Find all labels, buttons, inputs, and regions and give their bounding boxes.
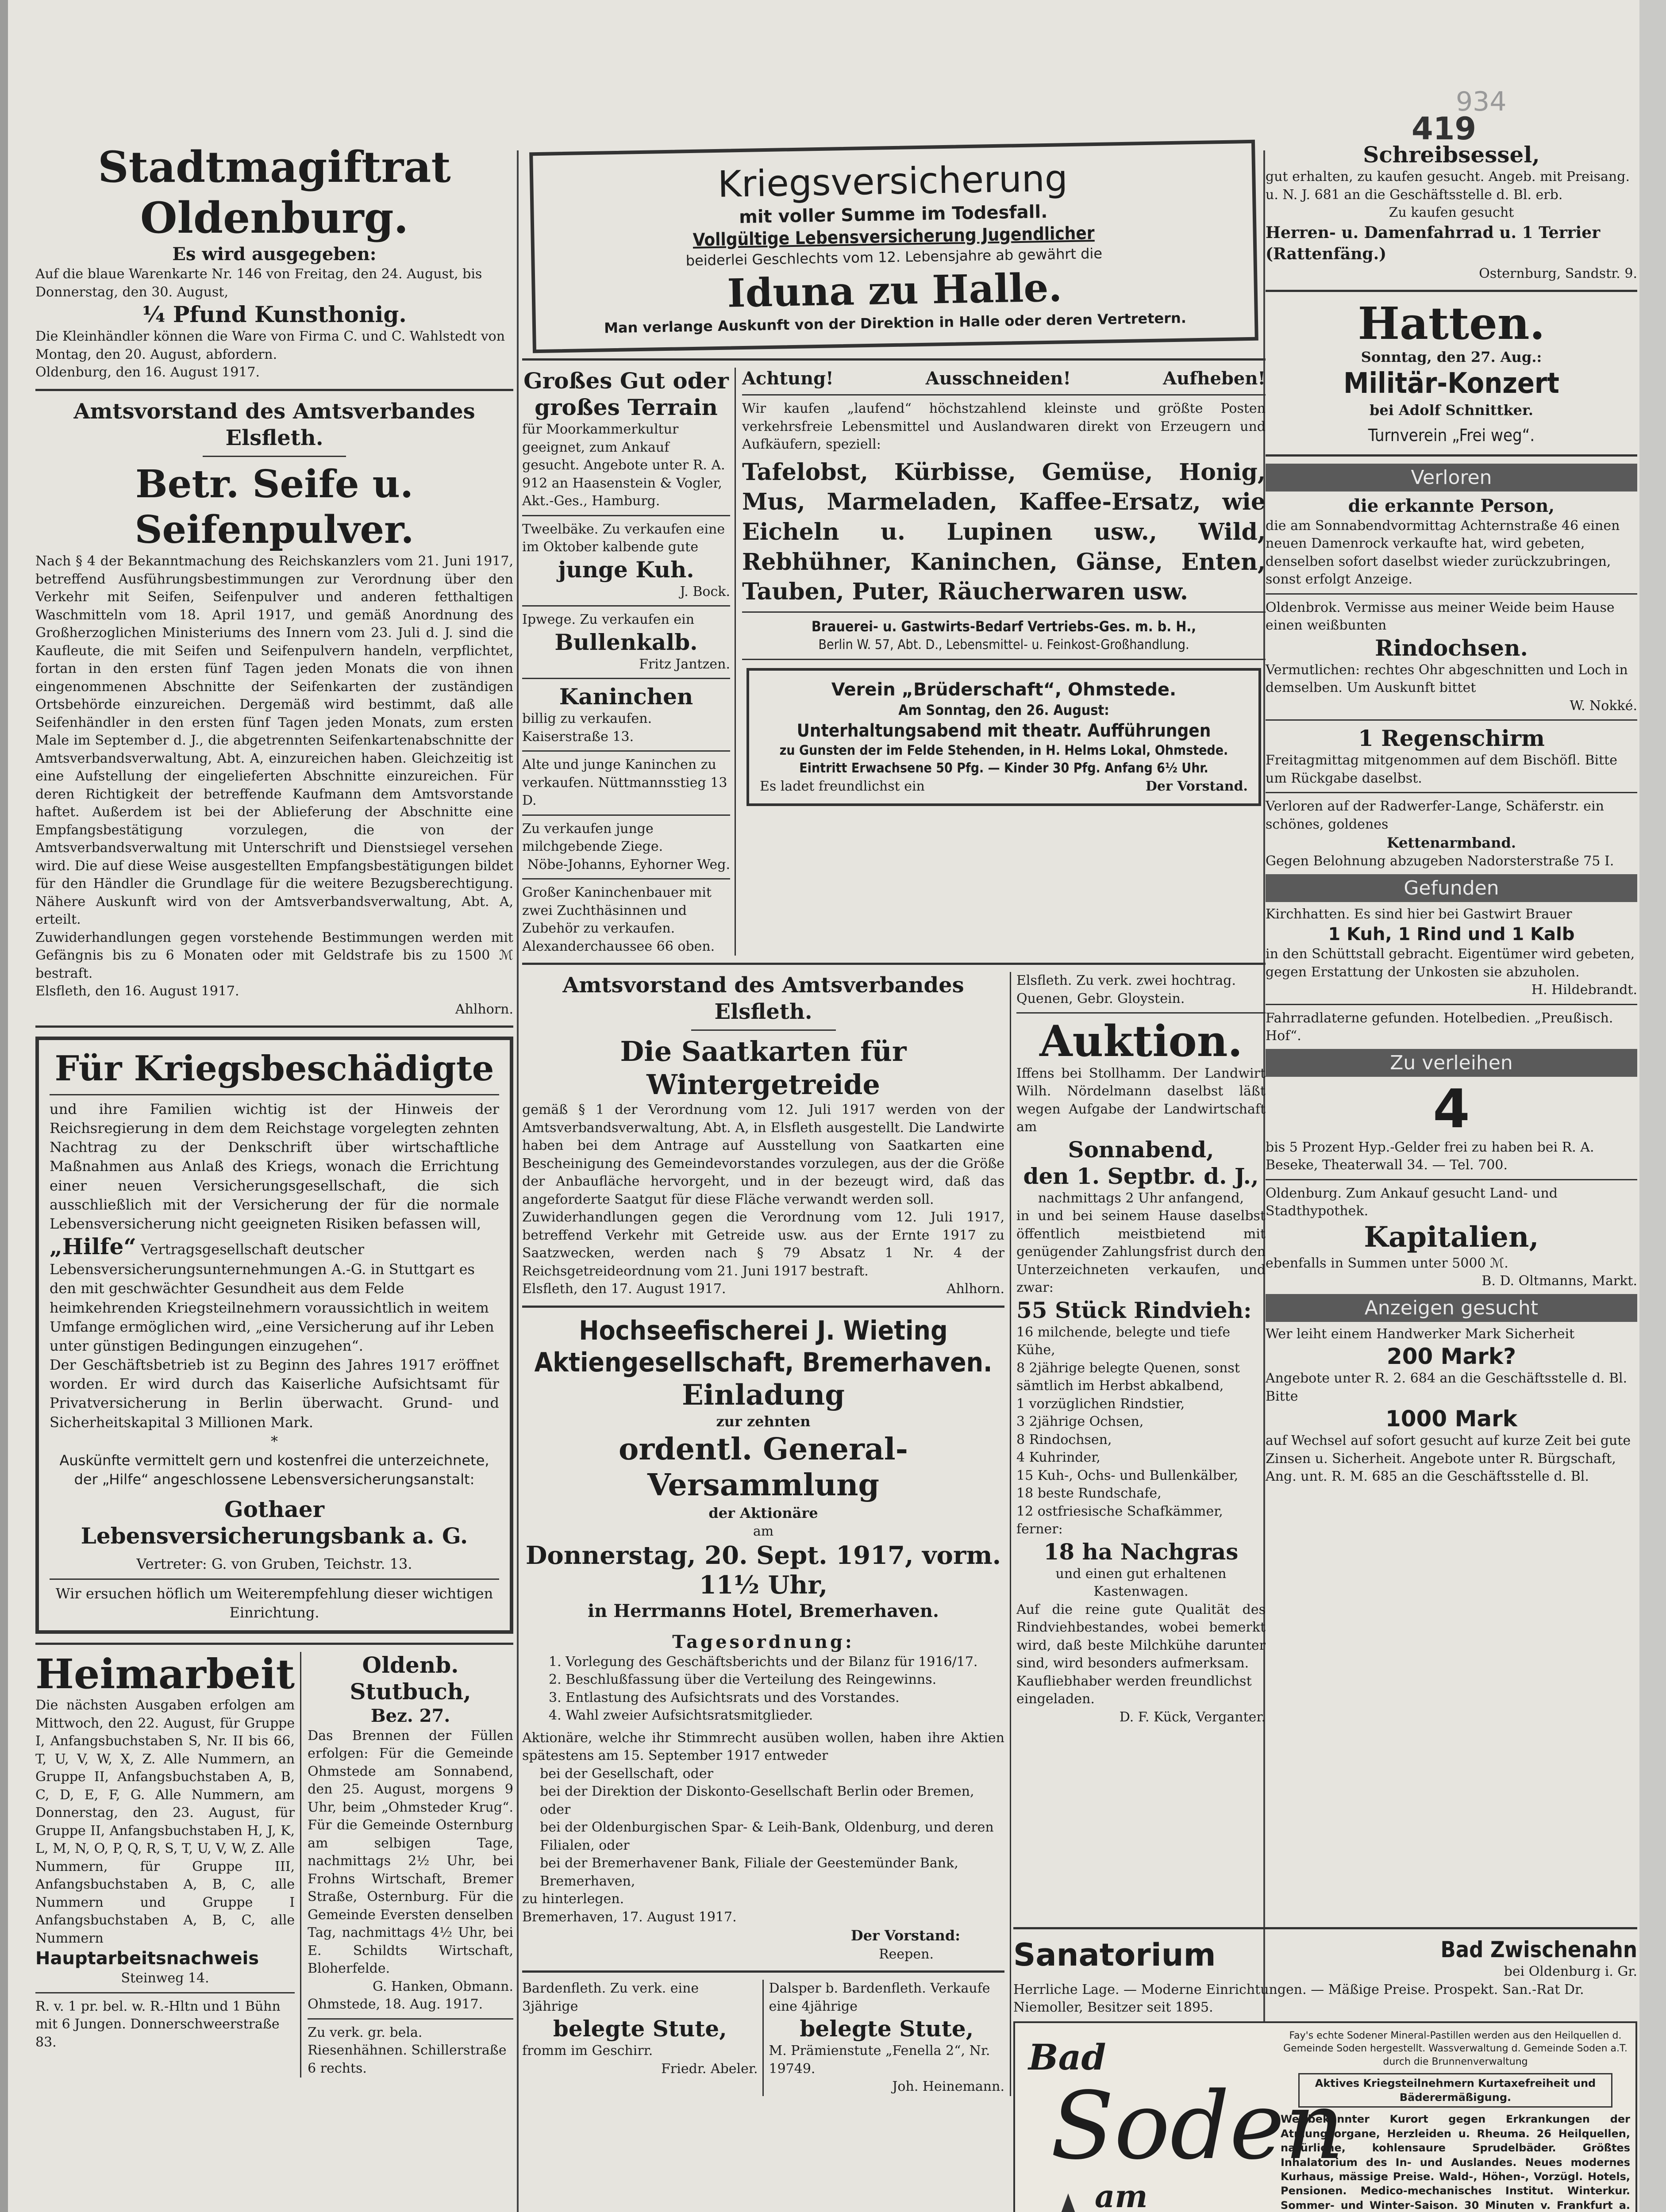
ad-hilfe-line [50,1233,499,1356]
list-item: 15 Kuh-, Ochs- und Bullenkälber, [1016,1467,1239,1483]
ad-agent: Vertreter: G. von Gruben, Teichstr. 13. [136,1555,412,1573]
ad-amount: 200 Mark? [1386,1344,1516,1370]
ad-sanatorium-block [1013,1920,1637,2212]
ad-text: Freitagmittag mitgenommen auf dem Bischöfl. Bitte um Rückgabe daselbst. [1266,753,1617,786]
ad-text: Iffens bei Stollhamm. Der Landwirt Wilh. Nördelmann daselbst läßt wegen Aufgabe der Landwirtschaft am [1016,1065,1266,1135]
ad-gefunden [1266,874,1637,1045]
column-rule-1 [517,150,519,2212]
ad-sign: Der Vorstand. [1145,778,1248,794]
ad-einladung: Einladung [682,1378,845,1412]
divider [1016,1012,1266,1014]
ad-title: Hatten. [1358,297,1545,350]
divider [1266,1004,1637,1005]
divider [742,659,1266,660]
ad-text: Alte und junge Kaninchen zu verkaufen. Nüttmannsstieg 13 D. [522,757,727,809]
ad-title: Die Saatkarten für Wintergetreide [620,1035,907,1101]
ad-text: Die Kleinhändler können die Ware von Firma C. und C. Wahlstedt von Montag, den 20. August, abfordern. [35,329,505,362]
ad-text: Bardenfleth. Zu verk. eine 3jährige [522,1981,699,2014]
divider [522,814,730,816]
ad-heading: Ausschneiden! [925,368,1071,389]
ad-text: ebenfalls in Summen unter 5000 ℳ. [1266,1255,1508,1271]
ad-hatten [1266,299,1637,447]
ad-sign: G. Hanken, Obmann. [373,1978,513,1994]
ad-kriegsbeschaedigte [35,1037,513,1634]
ad-kalb: Bullenkalb. [554,629,698,655]
divider [1266,792,1637,793]
ad-agenda-title: Tagesordnung: [672,1631,854,1652]
ad-text: Auskünfte vermittelt gern und kostenfrei die unterzeichnete, der „Hilfe“ angeschlossene Lebensversicherungsanstalt: [59,1452,489,1488]
ad-date: den 1. Septbr. d. J., [1023,1163,1259,1189]
ad-date: Sonntag, den 27. Aug.: [1361,349,1542,366]
ad-title: Rindochsen. [1375,634,1528,661]
ad-company: Iduna zu Halle. [727,264,1062,316]
ad-hinterlegen: zu hinterlegen. [522,1891,624,1907]
ad-line: Vollgültige Lebensversicherung Jugendlicher [693,223,1095,251]
ad-row-heimarbeit [35,1652,513,2078]
list-item: 12 ostfriesische Schafkämmer, [1016,1503,1223,1519]
ad-time: nachmittags 2 Uhr anfangend, [1038,1190,1244,1206]
agenda-item: 1. Vorlegung des Geschäftsberichts und der Bilanz für 1916/17. [549,1654,978,1670]
ad-head: 55 Stück Rindvieh: [1016,1297,1252,1323]
ad-row-gut [522,368,1266,956]
ad-sign: Friedr. Abeler. [661,2061,758,2077]
ad-text: Aktionäre, welche ihr Stimmrecht ausüben wollen, haben ihre Aktien spätestens am 15. September 1917 entweder [522,1730,1004,1764]
ad-event: Militär-Konzert [1343,367,1559,400]
column-3 [1266,142,1637,1486]
ad-title: Verein „Brüderschaft“, Ohmstede. [831,679,1177,700]
ad-date: Am Sonntag, den 26. August: [898,701,1109,718]
list-item: 3 2jährige Ochsen, [1016,1414,1144,1430]
ad-sanatorium-header [1013,1936,1637,1981]
ad-office: Hauptarbeitsnachweis [35,1948,259,1969]
divider [50,1094,499,1095]
ad-small: R. v. 1 pr. bel. w. R.-Hltn und 1 Bühn mit 6 Jungen. Donnerschweerstraße 83. [35,1998,281,2050]
ad-sign: Reepen. [879,1946,934,1962]
ad-text: Zuwiderhandlungen gegen vorstehende Bestimmungen werden mit Gefängnis bis zu 6 Monaten oder mit Geldstrafe bis zu 1500 ℳ bestraft. [35,929,513,981]
ad-iduna-wrap [522,142,1266,351]
ad-text: Fahrradlaterne gefunden. Hotelbedien. „Preußisch. Hof“. [1266,1010,1613,1044]
list-item: 18 beste Rundschafe, [1016,1486,1162,1502]
ad-sign: B. D. Oltmanns, Markt. [1481,1273,1637,1289]
divider [1266,454,1637,457]
ad-star: * [271,1432,278,1450]
ad-footer-row [522,1280,1004,1298]
ad-sanatorium-title: Sanatorium [1013,1937,1216,1973]
ad-text: Wir kaufen „laufend“ höchstzahlend kleinste und größte Posten verkehrsfreie Lebensmittel und Auslandwaren direkt von Erzeugern und Aufkäufern, speziell: [742,401,1266,453]
ad-text: auf Wechsel auf sofort gesucht auf kurze Zeit bei gute Zinsen u. Sicherheit. Angebote unter R. Bürgschaft, Ang. unt. R. M. 685 an die Geschäftsstelle d. Bl. [1266,1433,1631,1485]
ad-day: Sonnabend, [1068,1136,1214,1163]
ad-text: Der Geschäftsbetrieb ist zu Beginn des Jahres 1917 eröffnet worden. Er wird durch das Kaiserliche Aufsichtsamt für Privatversicherung in Berlin überwacht. Grund- und Sicherheitskapital 3 Millionen Mark. [50,1356,499,1431]
divider [522,963,1266,965]
ad-text: Kirchhatten. Es sind hier bei Gastwirt Brauer [1266,906,1572,922]
ad-title: die erkannte Person, [1348,495,1555,516]
soden-logo-area [1024,2032,1345,2212]
ad-footer: Es ladet freundlichst ein [760,778,925,794]
ad-text: die am Sonnabendvormittag Achternstraße 46 einen neuen Damenrock verkaufte hat, wird gebeten, denselben sofort daselbst wieder zurückzubringen, sonst erfolgt Anzeige. [1266,518,1620,588]
ad-text: Verloren auf der Radwerfer-Lange, Schäferstr. ein schönes, goldenes [1266,799,1604,832]
ad-verein-footer [760,778,1248,796]
divider [35,1025,513,1028]
ad-title: Kapitalien, [1364,1220,1539,1254]
ad-banks [522,1765,1004,1891]
ad-bad-place: bei Oldenburg i. Gr. [1504,1964,1637,1979]
ad-zur: zur zehnten [716,1413,811,1430]
column-2 [522,142,1266,2096]
divider [522,1306,1004,1308]
divider [1266,719,1637,721]
ad-date: Elsfleth, den 16. August 1917. [35,983,239,999]
ad-sign: H. Hildebrandt. [1531,982,1637,998]
ad-org: Amtsvorstand des Amtsverbandes Elsfleth. [562,973,964,1025]
ad-small: Zu verk. gr. bela. Riesenhähnen. Schillerstraße 6 rechts. [308,2024,507,2076]
ad-text: Kaufliebhaber werden freundlichst eingeladen. [1016,1673,1252,1707]
ad-text: Wer leiht einem Handwerker Mark Sicherheit [1266,1326,1575,1342]
ad-text: Tweelbäke. Zu verkaufen eine im Oktober kalbende gute [522,521,725,555]
ad-title: Heimarbeit [35,1650,295,1698]
ad-der: der Aktionäre [708,1504,818,1521]
ad-address: Berlin W. 57, Abt. D., Lebensmittel- u. Feinkost-Großhandlung. [818,637,1189,653]
ad-date: Ohmstede, 18. Aug. 1917. [308,1997,483,2012]
divider [522,878,730,879]
soden-bad-word: Bad [1028,2036,1106,2078]
ad-title: Auktion. [1039,1016,1243,1067]
ad-title: Für Kriegsbeschädigte [54,1048,494,1089]
ad-text: billig zu verkaufen. Kaiserstraße 13. [522,711,652,745]
page-number: 419 [1412,111,1477,147]
ad-small: Zu kaufen gesucht [1389,205,1514,220]
ad-bad-name: Bad Zwischenahn [1440,1937,1637,1962]
ad-text: zu Gunsten der im Felde Stehenden, in H. Helms Lokal, Ohmstede. Eintritt Erwachsene 50 Pfg. — Kinder 30 Pfg. Anfang 6½ Uhr. [779,742,1228,776]
ad-amount: 1000 Mark [1385,1406,1517,1432]
ad-items [1016,1324,1266,1521]
ad-title: 1 Kuh, 1 Rind und 1 Kalb [1328,924,1575,945]
ad-title: großes Terrain [535,394,718,421]
ad-verleihen [1266,1049,1637,1290]
page-number-pencil: 934 [1456,86,1507,117]
ad-footer: Wir ersuchen höflich um Weiterempfehlung dieser wichtigen Einrichtung. [55,1585,493,1621]
bank-item: bei der Oldenburgischen Spar- & Leih-Bank, Oldenburg, und deren Filialen, oder [540,1820,994,1853]
ad-place: in Herrmanns Hotel, Bremerhaven. [588,1600,939,1621]
list-item: 8 Rindochsen, [1016,1432,1112,1448]
ad-text: Oldenburg. Zum Ankauf gesucht Land- und Stadthypothek. [1266,1185,1558,1219]
list-item: 1 vorzüglichen Rindstier, [1016,1396,1185,1412]
ad-line: Hochseefischerei J. Wieting [579,1315,948,1346]
ad-anzeigen [1266,1294,1637,1486]
ad-stute-2 [762,1980,1005,2096]
ad-gv: ordentl. General-Versammlung [618,1431,908,1503]
divider [35,389,513,391]
ad-achtung-header [742,368,1266,390]
ad-event: Unterhaltungsabend mit theatr. Aufführungen [796,720,1211,741]
divider [1266,1179,1637,1180]
ad-text: Großer Kaninchenbauer mit zwei Zuchthäsinnen und Zubehör zu verkaufen. Alexanderchaussee 66 oben. [522,885,715,954]
ad-title: 1 Regenschirm [1358,725,1545,752]
ad-bad-soden [1013,2021,1637,2212]
ad-heimarbeit [35,1652,300,2078]
ad-text: Das Brennen der Füllen erfolgen: Für die Gemeinde Ohmstede am Sonnabend, den 25. August, morgens 9 Uhr, beim „Ohmsteder Krug“. Für die Gemeinde Osternburg am selbigen Tage, nachmittags 2½ Uhr, bei Frohns Wirtschaft, Bremer Straße, Osternburg. Für die Gemeinde Eversten denselben Tag, nachmittags 4½ Uhr, bei E. Schildts Wirtschaft, Bloherfelde. [308,1728,513,1977]
page-edge-right [1639,0,1666,2212]
soden-tower-icon [1033,2191,1104,2212]
ad-stutbuch [300,1652,513,2078]
ad-heading: Achtung! [742,368,834,389]
ad-date: Elsfleth, den 17. August 1917. [522,1281,726,1297]
agenda-item: 2. Beschlußfassung über die Verteilung des Reingewinns. [549,1672,937,1688]
ad-verein [746,668,1261,806]
ad-agenda [522,1653,1004,1725]
ad-am: am [753,1524,774,1539]
ad-schreibsessel [1266,142,1637,283]
ad-line: Aktiengesellschaft, Bremerhaven. [534,1347,993,1378]
ad-signature: Ahlhorn. [455,1001,513,1017]
bank-item: bei der Bremerhavener Bank, Filiale der Geestemünder Bank, Bremerhaven, [540,1855,958,1889]
ad-org: Amtsvorstand des Amtsverbandes Elsfleth. [73,399,475,450]
ad-text: Dalsper b. Bardenfleth. Verkaufe eine 4jährige [769,1981,990,2014]
ad-sign: Joh. Heinemann. [892,2079,1004,2095]
ad-sign: Nöbe-Johanns, Eyhorner Weg. [527,856,730,872]
ad-text: bis 5 Prozent Hyp.-Gelder frei zu haben bei R. A. Beseke, Theaterwall 34. — Tel. 700. [1266,1139,1594,1173]
ad-subtitle: Es wird ausgegeben: [172,244,377,265]
ad-text: Oldenbrok. Vermisse aus meiner Weide beim Hause einen weißbunten [1266,599,1615,634]
ad-saatkarten [522,972,1004,1298]
ad-sign: J. Bock. [680,584,730,599]
ad-title: Stadtmagiftrat Oldenburg. [98,142,451,243]
ad-text: gemäß § 1 der Verordnung vom 12. Juli 1917 werden von der Amtsverbandsverwaltung, Abt. A, in Elsfleth ausgestellt. Die Landwirte haben bei dem Antrage auf Ausstellung von Saatkarten eine Bescheinigung des Gemeindevorstandes vorzulegen, aus der die Größe der Anbaufläche hervorgeht, und in der bezeugt wird, daß das angeforderte Saatgut für diese Fläche verwandt werden soll. [522,1102,1004,1207]
ad-text: in und bei seinem Hause daselbst öffentlich meistbietend mit genügender Zahlungsfrist durch den Unterzeichneten verkaufen, und zwar: [1016,1208,1266,1296]
ad-ferner: ferner: [1016,1521,1063,1537]
ad-sign: Fritz Jantzen. [639,656,730,672]
ad-text: in den Schüttstall gebracht. Eigentümer wird gebeten, gegen Erstattung der Unkosten sie abzuholen. [1266,946,1635,980]
divider [35,1643,513,1645]
ad-wieting [522,1315,1004,1963]
ad-heading: Aufheben! [1163,368,1266,389]
ad-addr: Osternburg, Sandstr. 9. [1479,265,1637,281]
ad-number: 4 [1433,1078,1470,1140]
section-header-gefunden: Gefunden [1266,874,1637,902]
ad-text: Auf die blaue Warenkarte Nr. 146 von Freitag, den 24. August, bis Donnerstag, den 30. August, [35,266,482,300]
ad-title2: Herren- u. Damenfahrrad u. 1 Terrier (Rattenfäng.) [1266,223,1601,264]
ad-line: beiderlei Geschlechts vom 12. Lebensjahre ab gewährt die [685,245,1103,269]
ad-text: Ipwege. Zu verkaufen ein [522,612,695,628]
ad-text: Gegen Belohnung abzugeben Nadorsterstraße 75 I. [1266,853,1614,869]
ad-text: Zuwiderhandlungen gegen die Verordnung vom 12. Juli 1917, betreffend Verkehr mit Getreide usw. aus der Ernte 1917 zu Saatzwecken, werden nach § 79 Absatz 1 Nr. 4 der Reichsgetreideordnung vom 21. Juni 1917 bestraft. [522,1210,1004,1279]
ad-sign: D. F. Kück, Verganter. [1119,1709,1266,1725]
section-header-anzeigen: Anzeigen gesucht [1266,1294,1637,1322]
ad-headline: Betr. Seife u. Seifenpulver. [135,461,414,553]
ad-line: mit voller Summe im Todesfall. [739,202,1048,228]
ad-title: Schreibsessel, [1363,142,1540,168]
divider [522,605,730,607]
ad-sign: Ahlhorn. [946,1281,1004,1297]
bank-item: bei der Direktion der Diskonto-Gesellschaft Berlin oder Bremen, oder [540,1784,974,1817]
ad-vorstand: Der Vorstand: [850,1927,960,1944]
divider [742,394,1266,396]
ad-seife [35,398,513,1018]
ad-product: ¼ Pfund Kunsthonig. [142,301,407,328]
ad-verloren [1266,464,1637,871]
ad-date: Donnerstag, 20. Sept. 1917, vorm. 11½ Uhr, [525,1540,1001,1600]
ad-company: Brauerei- u. Gastwirts-Bedarf Vertriebs-Ges. m. b. H., [811,618,1197,635]
ad-street: Steinweg 14. [121,1970,209,1986]
divider [1013,1927,1637,1929]
ad-left-block [522,972,1010,2096]
divider [1266,593,1637,595]
ad-title: belegte Stute, [800,2016,974,2042]
soden-aktie: Aktives Kriegsteilnehmern Kurtaxefreiheit und Bäderermäßigung. [1298,2073,1612,2108]
ad-text: und ihre Familien wichtig ist der Hinweis der Reichsregierung in dem dem Reichstage vorgelegten zehnten Nachtrag zu der Denkschrift über wirtschaftliche Maßnahmen aus Anlaß des Kriegs, wonach die Errichtung einer neuen Versicherungsgesellschaft, die sich ausschließlich mit der Versicherung der für die normale Lebensversicherung nicht geeigneten Risiken befassen will, [50,1100,499,1232]
ad-text: fromm im Geschirr. [522,2043,653,2059]
divider [522,1970,1004,1973]
ad-text: für Moorkammerkultur geeignet, zum Ankauf gesucht. Angebote unter R. A. 912 an Haasenstein & Vogler, Akt.-Ges., Hamburg. [522,422,725,509]
divider [742,611,1266,613]
ad-text: Herrliche Lage. — Moderne Einrichtungen. — Mäßige Preise. Prospekt. San.-Rat Dr. Niemoller, Besitzer seit 1895. [1013,1982,1584,2015]
ad-kaninchen: Kaninchen [559,684,693,710]
divider [522,515,730,516]
ad-gras: 18 ha Nachgras [1043,1538,1239,1565]
ad-line: Man verlange Auskunft von der Direktion in Halle oder deren Vertretern. [604,309,1187,337]
divider [50,1578,499,1580]
divider [522,358,1266,361]
ad-items: Tafelobst, Kürbisse, Gemüse, Honig, Mus, Marmeladen, Kaffee-Ersatz, wie Eicheln u. Lupinen usw., Wild, Rebhühner, Kaninchen, Gänse, Enten, Tauben, Puter, Räucherwaren usw. [742,458,1266,606]
ad-text: M. Prämienstute „Fenella 2“, Nr. 19749. [769,2043,990,2077]
ad-date2: Bremerhaven, 17. August 1917. [522,1909,737,1925]
list-item: 4 Kuhrinder, [1016,1450,1100,1466]
ad-title: Kriegsversicherung [717,157,1068,206]
ad-title: Großes Gut oder [523,368,729,394]
divider [522,750,730,752]
ad-text: Vermutlichen: rechtes Ohr abgeschnitten und Loch in demselben. Um Auskunft bittet [1266,662,1628,696]
ad-iduna [529,140,1258,353]
section-header-verleihen: Zu verleihen [1266,1049,1637,1077]
column-1 [35,142,513,2078]
section-header-verloren: Verloren [1266,464,1637,492]
divider [308,2018,513,2020]
ad-place: bei Adolf Schnittker. [1369,402,1534,419]
ad-text: und einen gut erhaltenen Kastenwagen. [1055,1566,1227,1600]
ad-company: Gothaer [224,1496,325,1523]
ad-sub: Bez. 27. [370,1705,450,1726]
ad-title: Oldenb. Stutbuch, [350,1651,471,1705]
ad-hilfe: „Hilfe“ [50,1233,137,1260]
divider [691,1029,836,1031]
soden-small: Fay's echte Sodener Mineral-Pastillen werden aus den Heilquellen d. Gemeinde Soden hergestellt. Wassverwaltung d. Gemeinde Soden a.T. durch die Brunnenverwaltung [1283,2030,1628,2067]
ad-date: Oldenburg, den 16. August 1917. [35,365,260,380]
ad-text: gut erhalten, zu kaufen gesucht. Angeb. mit Preisang. u. N. J. 681 an die Geschäftsstelle d. Bl. erb. [1266,169,1630,203]
ad-text: Vertragsgesellschaft deutscher Lebensversicherungsunternehmungen A.-G. in Stuttgart es den mit geschwächter Gesundheit aus dem Felde heimkehrenden Kriegsteilnehmern voraussichtlich in weitem Umfange ermöglichen wird, „eine Versicherung auf ihr Leben unter günstigen Bedingungen einzugehen“. [50,1241,494,1354]
ad-text: Zu verkaufen junge milchgebende Ziege. [522,821,663,855]
agenda-item: 3. Entlastung des Aufsichtsrats und des Vorstandes. [549,1690,900,1705]
ad-text: Angebote unter R. 2. 684 an die Geschäftsstelle d. Bl. Bitte [1266,1371,1628,1404]
ad-row-stute [522,1980,1004,2096]
divider [1266,290,1637,292]
ad-sign: Turnverein „Frei weg“. [1368,426,1535,445]
list-item: 16 milchende, belegte und tiefe Kühe, [1016,1324,1231,1358]
ad-kuh: junge Kuh. [558,556,694,583]
ad-small: Elsfleth. Zu verk. zwei hochtrag. Quenen, Gebr. Gloystein. [1016,973,1236,1006]
soden-am-taunus: am [1095,2177,1148,2212]
divider [522,678,730,679]
soden-name: Soden [1050,2071,1345,2180]
ad-achtung [735,368,1266,956]
ad-gut [522,368,735,956]
ad-title: belegte Stute, [553,2016,727,2042]
ad-stute-1 [522,1980,762,2096]
ad-stadtmagistrat [35,142,513,382]
divider [203,456,346,457]
ad-text: Nach § 4 der Bekanntmachung des Reichskanzlers vom 21. Juni 1917, betreffend Ausführungsbestimmungen zur Verordnung über den Verkehr mit Seifen, Seifenpulver und anderen fetthaltigen Waschmitteln vom 18. April 1917, und gemäß Anordnung des Großherzoglichen Ministeriums des Innern vom 23. Juli d. J. sind die Kaufleute, die mit Seifen und Seifenpulvern handeln, verpflichtet, fortan in den ersten fünf Tagen jeden Monats die von ihnen eingenommenen Abschnitte der Seifenkarten der zuständigen Ortsbehörde einzureichen. Dergemäß wird bestimmt, daß alle Seifenhändler in den ersten fünf Tagen jeden Monats, zum ersten Male im September d. J., die abgetrennten Seifenkartenabschnitte der Amtsverbandsverwaltung, Abt. A, einzureichen haben. Gleichzeitig ist eine Aufstellung der eingelieferten Abschnitte einzureichen. Für deren Richtigkeit der betreffende Kaufmann dem Amtsvorstande haftet. Außerdem ist bei der Ablieferung der Abschnitte eine Empfangsbestätigung vorzulegen, die von der Amtsverbandsverwaltung mit Unterschrift und Dienstsiegel versehen wird. Die auf diese Weise ausgestellten Empfangsbestätigungen bildet für den Händler die Grundlage für die weitere Bezugsberechtigung. Nähere Auskunft wird von der Amtsverbandsverwaltung, Abt. A, erteilt. [35,553,513,928]
ad-text: Die nächsten Ausgaben erfolgen am Mittwoch, den 22. August, für Gruppe I, Anfangsbuchstaben S, Nr. II bis 66, T, U, V, W, X, Z. Alle Nummern, an Gruppe II, Anfangsbuchstaben A, B, C, D, E, F, G. Alle Nummern, am Donnerstag, den 23. August, für Gruppe II, Anfangsbuchstaben H, J, K, L, M, N, O, P, Q, R, S, T, U, V, W, Z. Alle Nummern, für Gruppe III, Anfangsbuchstaben A, B, C, alle Nummern und Gruppe I Anfangsbuchstaben A, B, C, alle Nummern [35,1697,295,1946]
soden-text-area [1281,2029,1630,2212]
divider [35,1992,295,1993]
list-item: 8 2jährige belegte Quenen, sonst sämtlich im Herbst abkalbend, [1016,1360,1240,1394]
ad-company: Lebensversicherungsbank a. G. [81,1523,468,1549]
soden-text: Weltbekannter Kurort gegen Erkrankungen der Atmungsorgane, Herzleiden u. Rheuma. 26 Heilquellen, natürliche, kohlensaure Sprudelbäder. Größtes Inhalatorium des In- und Auslandes. Neues modernes Kurhaus, mässige Preise. Wald-, Höhen-, Vorzügl. Hotels, Pensionen. Medico-mechanisches Institut. Winterkur. Sommer- und Winter-Saison. 30 Minuten v. Frankfurt a. [1281,2113,1630,2212]
bank-item: bei der Gesellschaft, oder [540,1766,713,1782]
agenda-item: 4. Wahl zweier Aufsichtsratsmitglieder. [549,1708,813,1724]
ad-bad-zwischenahn [1325,1936,1637,1981]
ad-text: Auf die reine gute Qualität des Rindviehbestandes, wobei bemerkt wird, daß beste Milchkühe darunter sind, wird besonders aufmerksam. [1016,1601,1266,1671]
ad-title: Kettenarmband. [1387,834,1516,852]
ad-sign: W. Nokké. [1570,698,1637,714]
